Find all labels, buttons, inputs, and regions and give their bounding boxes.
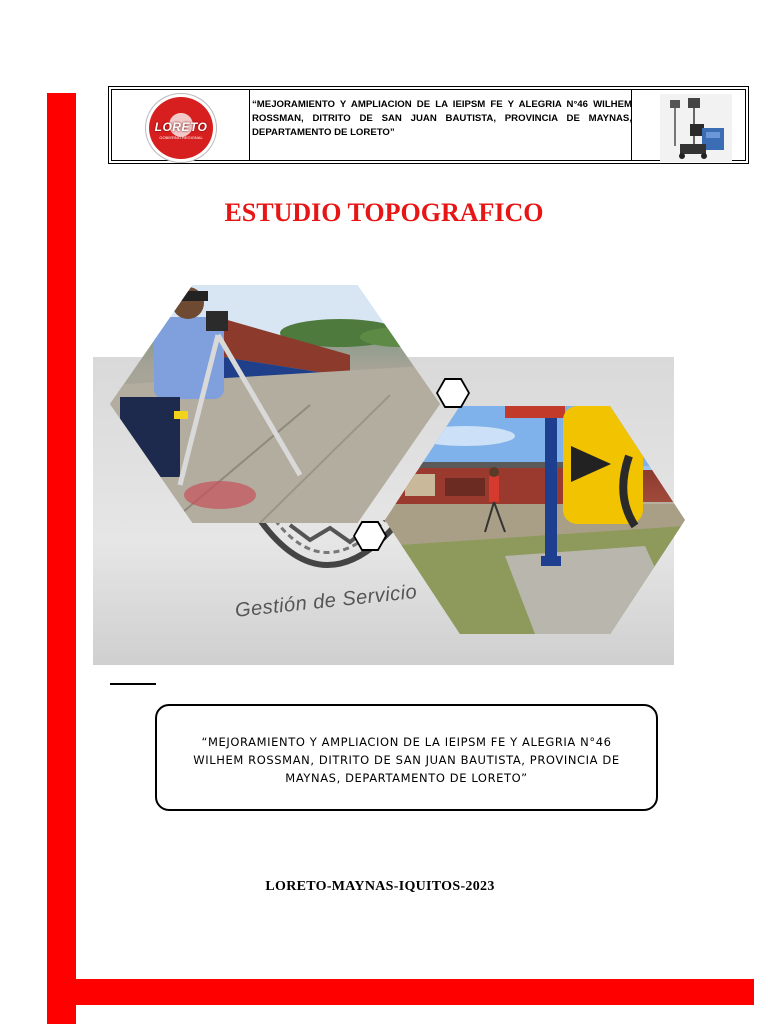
logo-text: LORETO — [154, 120, 208, 134]
header-table — [108, 86, 749, 164]
stamp-emblem — [230, 520, 420, 590]
location-year — [0, 879, 768, 895]
project-title-text: “MEJORAMIENTO Y AMPLIACION DE LA IEIPSM FE Y ALEGRIA N°46 WILHEM ROSSMAN, DITRITO DE SAN JUAN BAUTISTA, PROVINCIA DE MAYNAS, DEPARTAMENTO DE LORETO” — [193, 735, 620, 785]
logo-subtext: GOBIERNO REGIONAL — [159, 135, 203, 140]
header-project-title: “MEJORAMIENTO Y AMPLIACION DE LA IEIPSM FE Y ALEGRIA N°46 WILHEM ROSSMAN, DITRITO DE SAN JUAN BAUTISTA, PROVINCIA DE MAYNAS, DEPARTAMENTO DE LORETO” — [252, 99, 632, 138]
loreto-logo — [146, 94, 216, 162]
document-title — [0, 198, 768, 228]
gestion-caption: Gestión de Servicio — [234, 580, 419, 622]
surveying-equipment-image — [660, 94, 732, 162]
header-divider-left — [249, 90, 250, 160]
location-year-text: LORETO-MAYNAS-IQUITOS-2023 — [265, 879, 495, 894]
header-inner-border — [111, 89, 746, 161]
project-title-box — [155, 704, 658, 811]
short-divider-line — [110, 683, 156, 685]
bottom-red-border — [76, 979, 754, 1005]
document-title-text: ESTUDIO TOPOGRAFICO — [224, 198, 544, 227]
